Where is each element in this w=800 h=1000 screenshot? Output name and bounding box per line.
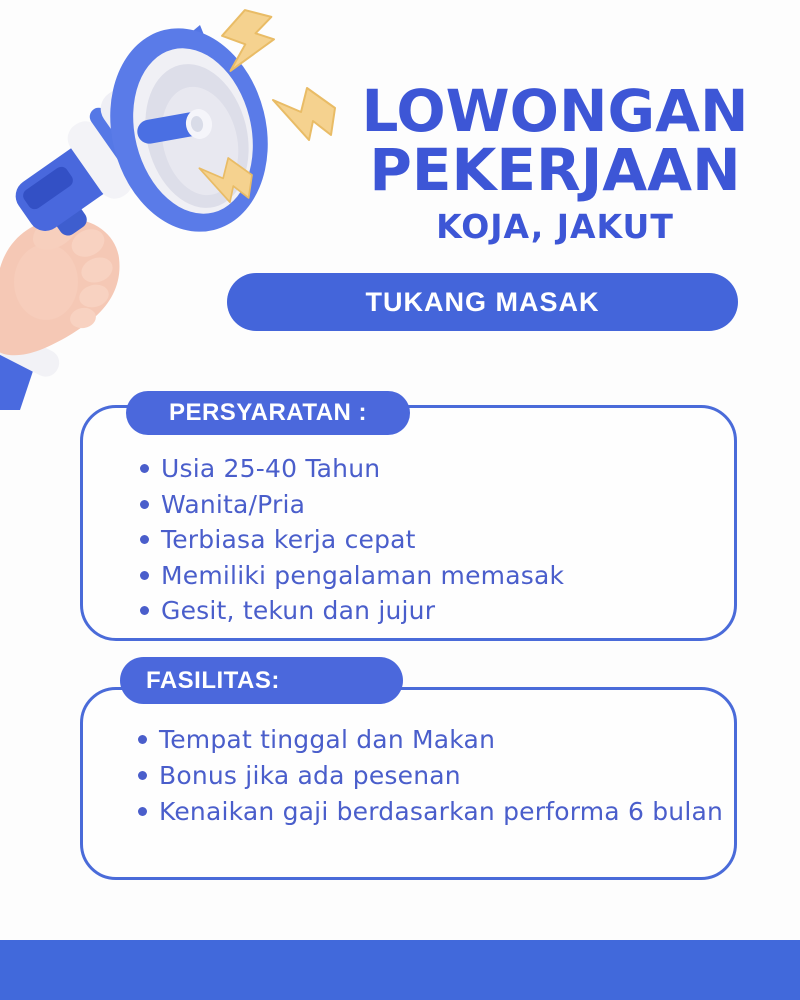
title-line-1: LOWONGAN bbox=[361, 77, 749, 145]
list-item bbox=[138, 793, 734, 829]
fasilitas-heading: FASILITAS: bbox=[146, 666, 280, 694]
poster-title bbox=[350, 77, 760, 247]
list-item-text: Wanita/Pria bbox=[161, 489, 306, 519]
persyaratan-panel bbox=[80, 399, 737, 641]
list-item-text: Gesit, tekun dan jujur bbox=[161, 596, 436, 626]
position-badge-label: TUKANG MASAK bbox=[365, 286, 600, 317]
location-subtitle: KOJA, JAKUT bbox=[436, 207, 674, 246]
title-line-2: PEKERJAAN bbox=[369, 136, 741, 204]
list-item-text: Terbiasa kerja cepat bbox=[161, 525, 416, 555]
bullet-dot bbox=[138, 807, 147, 816]
list-item-text: Bonus jika ada pesenan bbox=[159, 760, 461, 790]
fasilitas-list bbox=[83, 690, 734, 829]
bullet-dot bbox=[140, 606, 149, 615]
list-item bbox=[140, 593, 734, 629]
megaphone-illustration bbox=[0, 0, 370, 410]
bullet-dot bbox=[140, 464, 149, 473]
bullet-dot bbox=[140, 500, 149, 509]
list-item bbox=[140, 522, 734, 558]
position-badge bbox=[227, 273, 738, 331]
list-item bbox=[138, 757, 734, 793]
list-item bbox=[140, 451, 734, 487]
bullet-dot bbox=[138, 735, 147, 744]
list-item-text: Kenaikan gaji berdasarkan performa 6 bulan bbox=[159, 796, 724, 826]
persyaratan-heading: PERSYARATAN : bbox=[168, 399, 368, 426]
list-item bbox=[138, 721, 734, 757]
fasilitas-heading-pill bbox=[120, 657, 403, 704]
fasilitas-panel bbox=[80, 666, 737, 880]
list-item-text: Tempat tinggal dan Makan bbox=[159, 724, 496, 754]
persyaratan-heading-pill bbox=[126, 391, 410, 435]
list-item-text: Usia 25-40 Tahun bbox=[161, 454, 381, 484]
list-item bbox=[140, 558, 734, 594]
persyaratan-list bbox=[83, 408, 734, 629]
list-item-text: Memiliki pengalaman memasak bbox=[161, 560, 565, 590]
footer-bar bbox=[0, 940, 800, 1000]
bullet-dot bbox=[140, 571, 149, 580]
list-item bbox=[140, 487, 734, 523]
lightning-bolt-icon bbox=[273, 88, 335, 140]
bullet-dot bbox=[140, 535, 149, 544]
bullet-dot bbox=[138, 771, 147, 780]
